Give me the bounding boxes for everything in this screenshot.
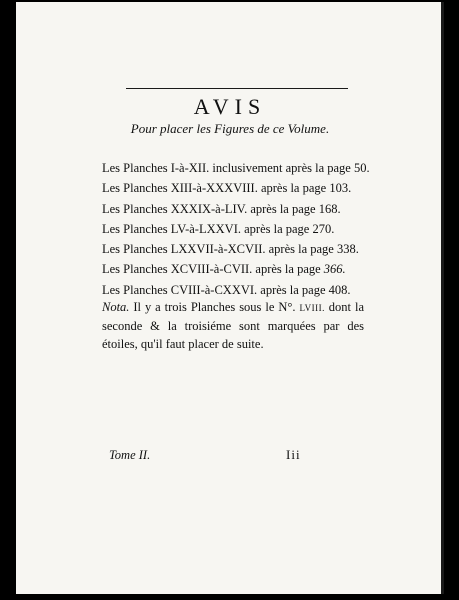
plate-entry-text: Les Planches LXXVII-à-XCVII. après la page — [102, 242, 337, 257]
page-title: AVIS — [193, 94, 267, 119]
plate-entry — [102, 199, 370, 219]
nota-text-after: dont la seconde & la troisiéme sont marquées par des étoiles, qu'il faut placer de suite. — [102, 300, 364, 351]
heading-rule — [126, 88, 348, 89]
plate-entry-page: 50. — [353, 161, 370, 175]
plate-entry — [102, 259, 370, 279]
nota-plate-number: LVIII. — [299, 303, 325, 313]
plate-entry-page: 408. — [328, 282, 351, 297]
plate-entry — [102, 239, 370, 259]
plate-list — [102, 158, 370, 300]
plate-entry-page: 366. — [323, 262, 346, 277]
book-page — [16, 2, 444, 594]
plate-entry-text: Les Planches I-à-XII. inclusivement après la page — [102, 161, 354, 175]
plate-entry-page: 168. — [318, 201, 341, 216]
page-subtitle: Pour placer les Figures de ce Volume. — [130, 121, 330, 136]
plate-entry-text: Les Planches XIII-à-XXXVIII. après la page — [102, 181, 330, 196]
plate-entry — [102, 158, 370, 178]
plate-entry — [102, 178, 370, 198]
signature-mark: Iii — [286, 447, 301, 462]
volume-label: Tome II. — [109, 448, 151, 462]
plate-entry-page: 338. — [336, 242, 359, 257]
plate-entry-text: Les Planches XXXIX-à-LIV. après la page — [102, 201, 319, 216]
plate-entry-page: 270. — [312, 221, 335, 236]
plate-entry-text: Les Planches LV-à-LXXVI. après la page — [102, 221, 313, 236]
plate-entry-text: Les Planches CVIII-à-CXXVI. après la page — [102, 282, 329, 297]
page-edge-line — [441, 2, 444, 594]
nota-paragraph — [102, 298, 364, 353]
plate-entry — [102, 219, 370, 239]
plate-entry-page: 103. — [329, 181, 352, 196]
nota-text-before: Il y a trois Planches sous le N°. — [129, 300, 300, 314]
nota-label: Nota. — [102, 300, 130, 314]
plate-entry-text: Les Planches XCVIII-à-CVII. après la page — [102, 262, 324, 277]
